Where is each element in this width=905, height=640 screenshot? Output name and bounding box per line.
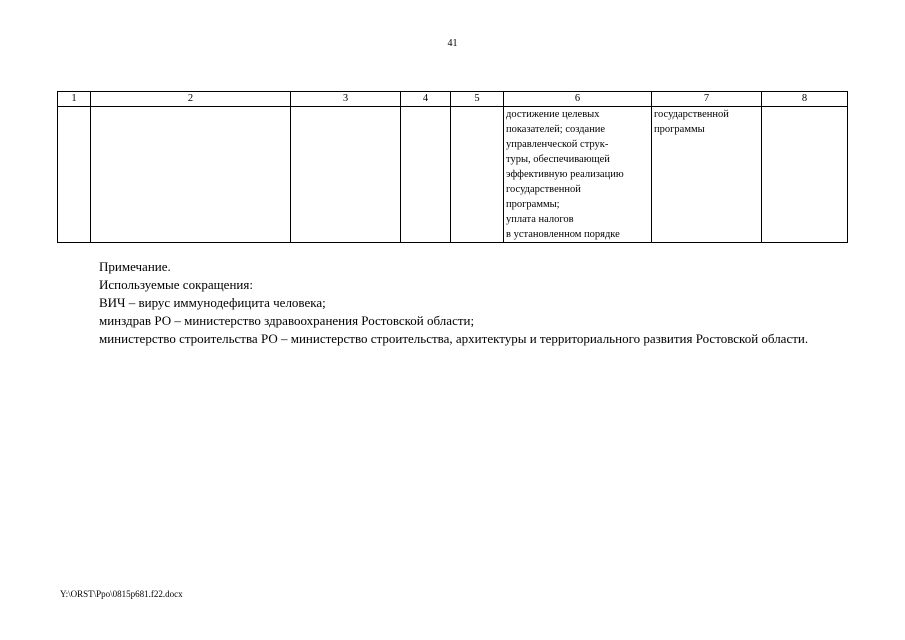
page-number: 41	[447, 38, 458, 49]
cell-text-line: программы	[654, 124, 705, 135]
abbreviation-item: министерство строительства РО – министерство строительства, архитектуры и территориального развития Ростовской области.	[99, 331, 809, 346]
column-header-4: 4	[401, 92, 451, 107]
abbreviations-heading: Используемые сокращения:	[99, 277, 253, 292]
table-cell-col5	[451, 107, 504, 243]
cell-text-line: в установленном порядке	[506, 229, 620, 240]
table-cell-col3	[291, 107, 401, 243]
cell-text-line: государственной	[506, 184, 581, 195]
note-title: Примечание.	[99, 259, 171, 274]
abbreviation-item: ВИЧ – вирус иммунодефицита человека;	[99, 295, 326, 310]
table-header-row	[58, 92, 848, 107]
cell-text-line: эффективную реализацию	[506, 169, 624, 180]
cell-text-line: показателей; создание	[506, 124, 606, 135]
cell-text-line: туры, обеспечивающей	[506, 154, 610, 165]
table-cell-col4	[401, 107, 451, 243]
footer-file-path: Y:\ORST\Ppo\0815p681.f22.docx	[60, 589, 183, 599]
cell-text-line: управленческой струк-	[506, 139, 609, 150]
column-header-8: 8	[762, 92, 848, 107]
column-header-1: 1	[58, 92, 91, 107]
column-header-5: 5	[451, 92, 504, 107]
cell-text-line: государственной	[654, 109, 729, 120]
table-cell-col6	[504, 107, 652, 243]
notes-section	[60, 258, 845, 348]
column-header-6: 6	[504, 92, 652, 107]
cell-text-line: достижение целевых	[506, 109, 600, 120]
column-header-2: 2	[91, 92, 291, 107]
table-cell-col1	[58, 107, 91, 243]
data-table	[57, 91, 848, 243]
table-cell-col2	[91, 107, 291, 243]
cell-text-line: программы;	[506, 199, 560, 210]
abbreviation-item: минздрав РО – министерство здравоохранения Ростовской области;	[99, 313, 475, 328]
column-header-7: 7	[652, 92, 762, 107]
cell-text-line: уплата налогов	[506, 214, 574, 225]
column-header-3: 3	[291, 92, 401, 107]
table-cell-col8	[762, 107, 848, 243]
table-cell-col7	[652, 107, 762, 243]
table-row	[58, 107, 848, 243]
